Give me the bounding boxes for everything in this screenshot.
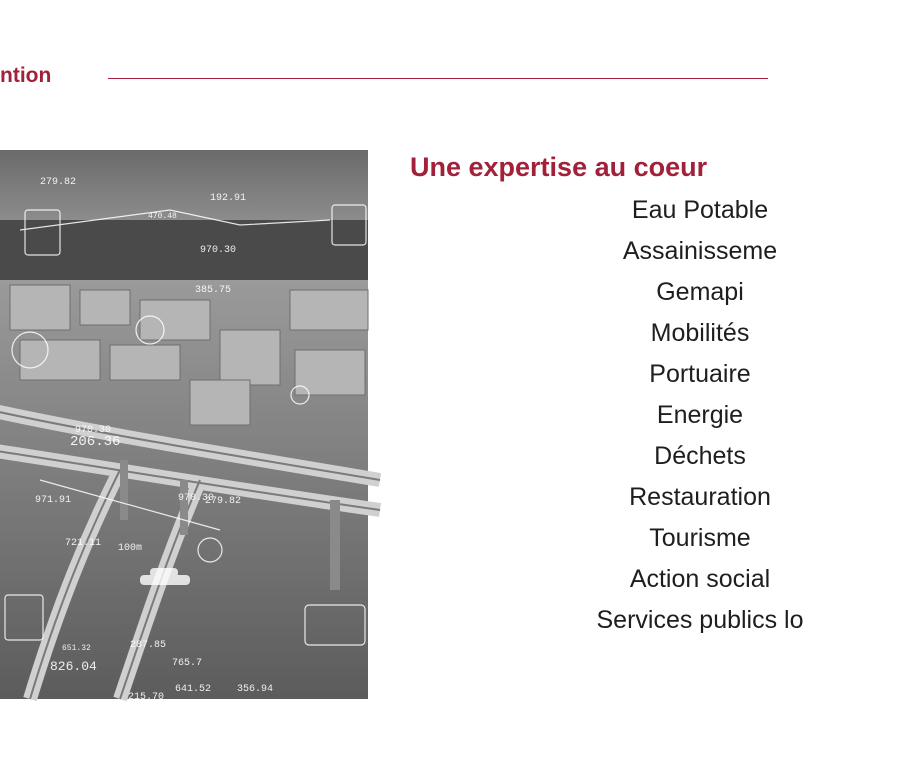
svg-text:100m: 100m	[118, 543, 143, 554]
svg-text:287.85: 287.85	[130, 640, 167, 651]
smart-city-photo	[0, 150, 368, 703]
svg-text:721.11: 721.11	[65, 538, 102, 549]
domain-item-eau-potable: Eau Potable	[631, 196, 769, 224]
svg-text:279.82: 279.82	[40, 177, 77, 188]
svg-text:192.91: 192.91	[210, 193, 247, 204]
domain-item-services-publics: Services publics lo	[596, 606, 804, 634]
svg-text:765.7: 765.7	[172, 658, 203, 669]
svg-text:826.04: 826.04	[50, 659, 97, 674]
svg-text:651.32: 651.32	[62, 644, 91, 653]
svg-text:385.75: 385.75	[195, 285, 232, 296]
section-title: ntion	[0, 64, 52, 87]
domain-item-tourisme: Tourisme	[649, 524, 751, 552]
svg-text:356.94: 356.94	[237, 684, 274, 695]
domain-item-gemapi: Gemapi	[656, 278, 744, 306]
svg-text:970.30: 970.30	[178, 493, 215, 504]
domain-item-action-sociale: Action social	[629, 565, 771, 593]
svg-text:279.82: 279.82	[205, 496, 242, 507]
domain-item-energie: Energie	[656, 401, 744, 429]
svg-text:970.30: 970.30	[75, 425, 112, 436]
svg-text:970.30: 970.30	[200, 245, 237, 256]
header-divider	[108, 78, 768, 79]
svg-text:641.52: 641.52	[175, 684, 212, 695]
svg-text:215.70: 215.70	[128, 692, 165, 703]
svg-text:470.48: 470.48	[148, 212, 177, 221]
expertise-domain-list	[500, 190, 900, 641]
svg-text:971.91: 971.91	[35, 495, 72, 506]
domain-item-assainissement: Assainisseme	[622, 237, 778, 265]
domain-item-dechets: Déchets	[654, 442, 746, 470]
svg-text:206.36: 206.36	[70, 434, 121, 450]
expertise-heading: Une expertise au coeur	[410, 152, 708, 182]
domain-item-mobilites: Mobilités	[650, 319, 750, 347]
domain-item-portuaire: Portuaire	[649, 360, 751, 388]
domain-item-restauration: Restauration	[629, 483, 771, 511]
